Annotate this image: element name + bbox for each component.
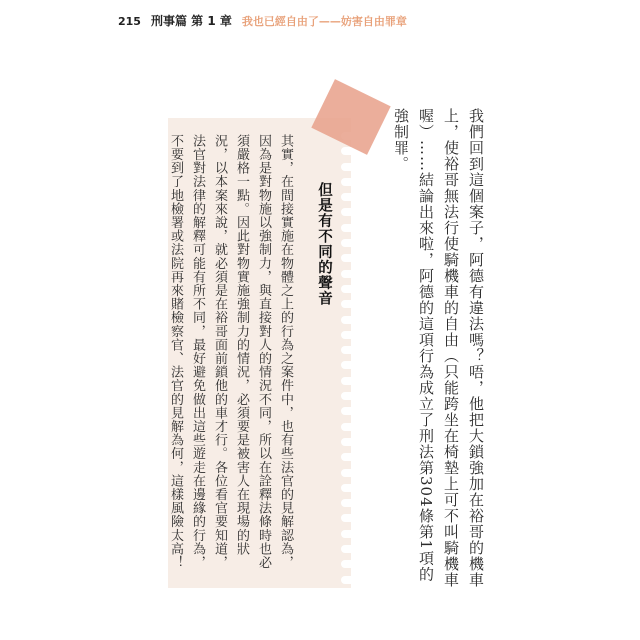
- running-header: [118, 12, 407, 29]
- section-label: 刑事篇 第 1 章: [150, 14, 232, 28]
- chapter-title: 我也已經自由了——妨害自由罪章: [241, 15, 407, 28]
- main-body-text: [393, 108, 488, 588]
- note-card-body: [168, 134, 296, 578]
- note-card-heading: 但是有不同的聲音: [316, 182, 332, 306]
- page-number: 215: [118, 15, 141, 28]
- note-card-paragraph: 其實，在間接實施在物體之上的行為之案件中，也有些法官的見解認為，因為是對物施以強制力，與直接對人的情況不同，所以在詮釋法條時也必須嚴格一點。因此對物實施強制力的情況，必須要是被害人在現場的狀況，以本案來說，就必須是在裕哥面前鎖他的車才行。各位看官要知道，法官對法律的解釋可能有所不同，最好避免做出這些遊走在邊緣的行為，不要到了地檢署或法院再來賭檢察官、法官的見解為何，這樣風險太高！: [168, 134, 293, 570]
- card-perforation: [338, 132, 360, 584]
- main-paragraph: 我們回到這個案子，阿德有違法嗎？唔，他把大鎖強加在裕哥的機車上，使裕哥無法行使騎機車的自由（只能跨坐在椅墊上可不叫騎機車喔）……結論出來啦，阿德的這項行為成立了刑法第304條第1項的強制罪。: [392, 108, 485, 588]
